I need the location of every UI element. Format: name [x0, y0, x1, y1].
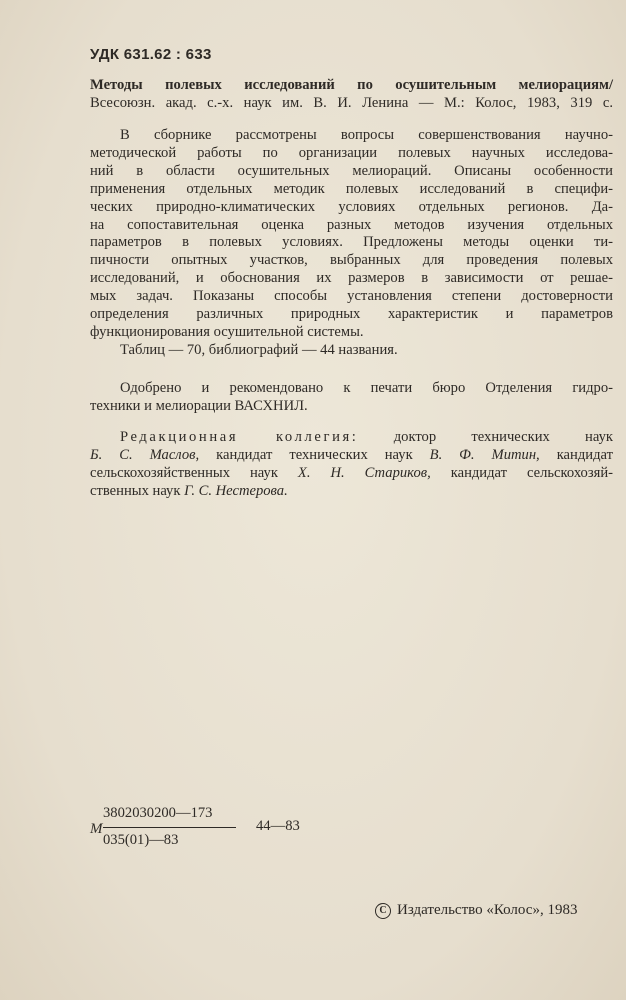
price-denominator: 035(01)—83	[103, 832, 179, 848]
bibliographic-title: Методы полевых исследований по осушительным мелиорациям/	[90, 77, 613, 93]
annotation-line: мых задач. Показаны способы установления степени достоверности	[90, 288, 613, 305]
annotation-line: определения различных природных характеристик и параметров	[90, 306, 613, 323]
bibliographic-details: Всесоюзн. акад. с.-х. наук им. В. И. Ленина — М.: Колос, 1983, 319 с.	[90, 94, 613, 111]
annotation-line: исследований, и обоснования их размеров в зависимости от решае-	[90, 270, 613, 287]
editorial-text: ственных наук	[90, 482, 181, 499]
editorial-text: кандидат технических наук	[216, 446, 413, 463]
editor-name: В. Ф. Митин,	[429, 446, 540, 463]
annotation-stats: Таблиц — 70, библиографий — 44 названия.	[120, 341, 398, 358]
editorial-text: кандидат сельскохозяй-	[450, 464, 614, 481]
editor-name: Х. Н. Стариков,	[297, 464, 431, 481]
editorial-text: кандидат	[556, 446, 613, 463]
approval-note	[90, 380, 613, 416]
annotation-line: применения отдельных методик полевых исследований в специфи-	[90, 180, 613, 197]
annotation-line: функционирования осушительной системы.	[90, 323, 364, 340]
price-letter: М	[90, 821, 103, 837]
annotation-line: В сборнике рассмотрены вопросы совершенствования научно-	[120, 127, 613, 143]
editor-name: Г. С. Нестерова.	[184, 482, 288, 499]
editorial-line	[90, 447, 613, 465]
price-numerator: 3802030200—173	[103, 805, 213, 821]
annotation-line: пичности опытных участков, выбранных для проведения полевых	[90, 252, 613, 269]
bibliographic-record	[90, 77, 613, 113]
annotation-line: параметров в полевых условиях. Предложены методы оценки ти-	[90, 234, 613, 251]
editorial-board	[90, 429, 613, 501]
editor-name: Б. С. Маслов,	[90, 446, 200, 463]
price-side-code: 44—83	[256, 818, 300, 834]
annotation-line: на сопоставительная оценка разных методов изучения отдельных	[90, 216, 613, 233]
approval-line: Одобрено и рекомендовано к печати бюро Отделения гидро-	[120, 380, 613, 396]
copyright-text: Издательство «Колос», 1983	[397, 902, 578, 918]
editorial-text: сельскохозяйственных наук	[90, 464, 278, 481]
annotation-line: ческих природно-климатических условиях отдельных регионов. Да-	[90, 198, 613, 215]
approval-line: техники и мелиорации ВАСХНИЛ.	[90, 397, 308, 414]
fraction-bar	[103, 827, 236, 828]
annotation	[90, 127, 613, 360]
editorial-line	[90, 429, 613, 447]
annotation-line: методической работы по организации полевых научных исследова-	[90, 144, 613, 161]
annotation-line: ний в области осушительных мелиораций. Описаны особенности	[90, 162, 613, 179]
udk-code: УДК 631.62 : 633	[90, 46, 212, 63]
copyright-line	[375, 902, 577, 919]
copyright-icon: C	[375, 903, 391, 919]
editorial-heading: Редакционная коллегия:	[120, 429, 359, 445]
editorial-line	[90, 465, 613, 483]
editorial-line	[90, 483, 613, 501]
editorial-text: доктор технических наук	[393, 429, 613, 445]
